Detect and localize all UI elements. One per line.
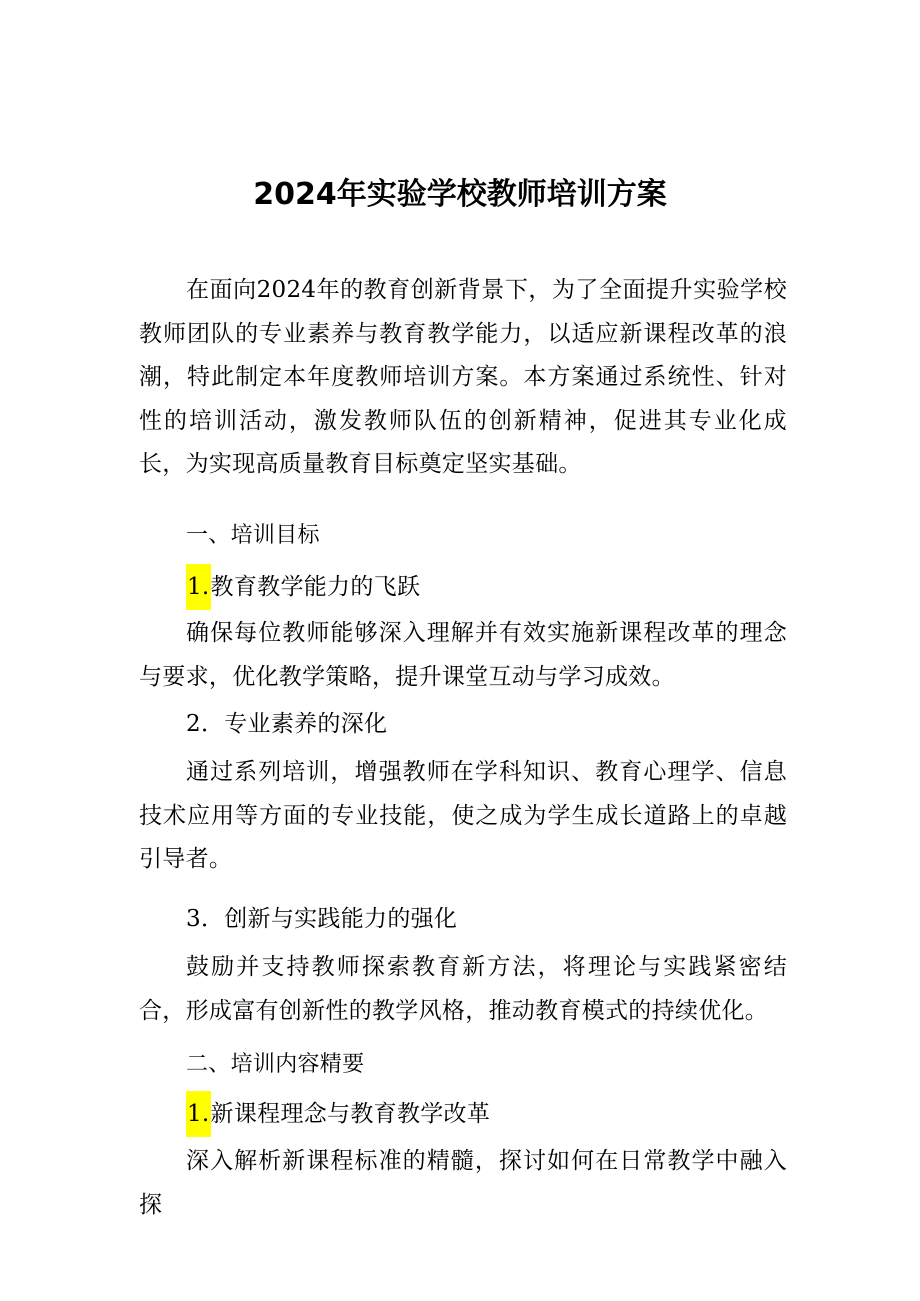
goal3-title-text: ．创新与实践能力的强化 (200, 906, 458, 932)
goal3-body: 鼓励并支持教师探索教育新方法，将理论与实践紧密结合，形成富有创新性的教学风格，推动教育模式的持续优化。 (139, 954, 787, 1024)
section1-heading: 一、培训目标 (186, 523, 320, 548)
goal3-title (186, 898, 786, 942)
goal2-body: 通过系列培训，增强教师在学科知识、教育心理学、信息技术应用等方面的专业技能，使之成为学生成长道路上的卓越引导者。 (139, 759, 787, 872)
goal1-number-highlight: 1. (186, 564, 211, 610)
content1-body: 深入解析新课程标准的精髓，探讨如何在日常教学中融入探 (139, 1148, 787, 1218)
content1-number-highlight: 1. (186, 1091, 211, 1137)
goal2-number: 2 (186, 711, 201, 737)
section2-heading: 二、培训内容精要 (186, 1052, 365, 1077)
content1-title (186, 1091, 786, 1137)
goal3-number: 3 (186, 906, 201, 932)
intro-paragraph: 在面向2024年的教育创新背景下，为了全面提升实验学校教师团队的专业素养与教育教学能力，以适应新课程改革的浪潮，特此制定本年度教师培训方案。本方案通过系统性、针对性的培训活动，激发教师队伍的创新精神，促进其专业化成长，为实现高质量教育目标奠定坚实基础。 (139, 277, 787, 477)
goal1-title (186, 564, 786, 610)
goal2-title (186, 703, 786, 747)
goal2-title-text: ．专业素养的深化 (200, 711, 388, 737)
content1-title-text: 新课程理念与教育教学改革 (210, 1101, 491, 1127)
goal1-title-text: 教育教学能力的飞跃 (210, 574, 421, 600)
document-title: 2024年实验学校教师培训方案 (253, 177, 667, 212)
goal1-body: 确保每位教师能够深入理解并有效实施新课程改革的理念与要求，优化教学策略，提升课堂互动与学习成效。 (139, 620, 787, 690)
